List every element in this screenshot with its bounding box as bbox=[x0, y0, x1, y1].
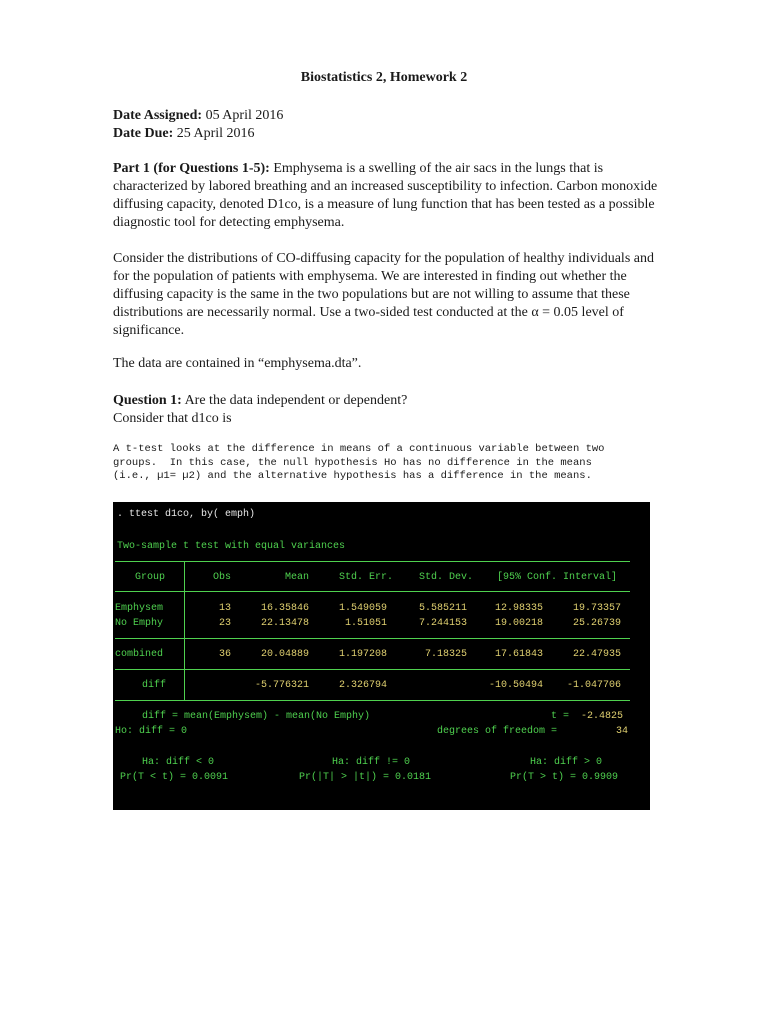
question-1-line2: Consider that d1co is bbox=[113, 411, 232, 426]
col-std-dev: Std. Dev. bbox=[419, 572, 474, 583]
date-due bbox=[113, 125, 658, 143]
p-values-row bbox=[113, 772, 650, 786]
table-rule bbox=[115, 591, 630, 592]
table-row bbox=[113, 603, 650, 617]
df-label: degrees of freedom = bbox=[437, 726, 558, 737]
date-due-label: Date Due: bbox=[113, 126, 174, 141]
row-mean: 16.35846 bbox=[261, 603, 310, 614]
consider-paragraph bbox=[113, 250, 658, 340]
null-hypothesis: Ho: diff = 0 bbox=[115, 726, 188, 737]
ha-not-equal: Ha: diff != 0 bbox=[332, 757, 411, 768]
row-std-err: 2.326794 bbox=[339, 680, 388, 691]
console-command: . ttest d1co, by( emph) bbox=[117, 509, 256, 520]
ttest-explanation bbox=[113, 443, 658, 484]
table-rule bbox=[115, 638, 630, 639]
question-1-text: Are the data independent or dependent? bbox=[181, 393, 408, 408]
row-ci-low: 19.00218 bbox=[495, 618, 544, 629]
row-ci-low: 12.98335 bbox=[495, 603, 544, 614]
date-assigned-label: Date Assigned: bbox=[113, 108, 203, 123]
p-less: Pr(T < t) = 0.0091 bbox=[120, 772, 229, 783]
row-obs: 36 bbox=[219, 649, 232, 660]
row-std-err: 1.51051 bbox=[345, 618, 388, 629]
data-file-text: The data are contained in “emphysema.dta”. bbox=[113, 356, 362, 371]
p-greater: Pr(T > t) = 0.9909 bbox=[510, 772, 619, 783]
col-mean: Mean bbox=[285, 572, 310, 583]
row-obs: 23 bbox=[219, 618, 232, 629]
row-group: No Emphy bbox=[115, 618, 164, 629]
data-file-paragraph bbox=[113, 355, 658, 373]
row-ci-high: 19.73357 bbox=[573, 603, 622, 614]
note-line: (i.e., µ1= µ2) and the alternative hypothesis has a difference in the means. bbox=[113, 470, 592, 482]
row-std-dev: 5.585211 bbox=[419, 603, 468, 614]
table-rule bbox=[115, 669, 630, 670]
ho-row bbox=[113, 726, 650, 740]
part1-paragraph bbox=[113, 160, 658, 232]
col-obs: Obs bbox=[213, 572, 232, 583]
row-group: combined bbox=[115, 649, 164, 660]
table-row bbox=[113, 618, 650, 632]
diff-definition-row bbox=[113, 711, 650, 725]
note-line: groups. In this case, the null hypothesis Ho has no difference in the means bbox=[113, 456, 592, 469]
row-ci-high: 25.26739 bbox=[573, 618, 622, 629]
console-heading: Two-sample t test with equal variances bbox=[117, 541, 346, 552]
p-not-equal: Pr(|T| > |t|) = 0.0181 bbox=[299, 772, 432, 783]
col-group: Group bbox=[135, 572, 166, 583]
row-ci-low: -10.50494 bbox=[489, 680, 544, 691]
question-1-label: Question 1: bbox=[113, 393, 182, 408]
table-row bbox=[113, 649, 650, 663]
note-line: A t-test looks at the difference in means of a continuous variable between two bbox=[113, 443, 605, 455]
date-assigned bbox=[113, 107, 658, 125]
question-1 bbox=[113, 392, 658, 428]
row-ci-high: -1.047706 bbox=[567, 680, 622, 691]
row-std-err: 1.197208 bbox=[339, 649, 388, 660]
row-group: Emphysem bbox=[115, 603, 164, 614]
t-value: -2.4825 bbox=[581, 711, 624, 722]
table-row bbox=[113, 680, 650, 694]
table-divider bbox=[184, 561, 185, 700]
alternative-hypotheses-row bbox=[113, 757, 650, 771]
row-mean: 20.04889 bbox=[261, 649, 310, 660]
diff-definition: diff = mean(Emphysem) - mean(No Emphy) bbox=[142, 711, 371, 722]
table-rule bbox=[115, 561, 630, 562]
ha-greater: Ha: diff > 0 bbox=[530, 757, 603, 768]
t-label: t = bbox=[551, 711, 570, 722]
row-obs: 13 bbox=[219, 603, 232, 614]
row-group: diff bbox=[142, 680, 167, 691]
row-mean: 22.13478 bbox=[261, 618, 310, 629]
dates-block bbox=[113, 107, 658, 143]
part1-label: Part 1 (for Questions 1-5): bbox=[113, 161, 270, 176]
date-assigned-value: 05 April 2016 bbox=[202, 108, 284, 123]
row-std-dev: 7.244153 bbox=[419, 618, 468, 629]
document-title: Biostatistics 2, Homework 2 bbox=[300, 70, 468, 85]
row-ci-high: 22.47935 bbox=[573, 649, 622, 660]
date-due-value: 25 April 2016 bbox=[173, 126, 255, 141]
ha-less: Ha: diff < 0 bbox=[142, 757, 215, 768]
row-ci-low: 17.61843 bbox=[495, 649, 544, 660]
row-mean: -5.776321 bbox=[255, 680, 310, 691]
table-rule bbox=[115, 700, 630, 701]
col-conf-interval: [95% Conf. Interval] bbox=[497, 572, 618, 583]
row-std-err: 1.549059 bbox=[339, 603, 388, 614]
table-header-row bbox=[113, 572, 650, 586]
stata-output-screenshot bbox=[113, 502, 650, 810]
df-value: 34 bbox=[616, 726, 629, 737]
consider-text: Consider the distributions of CO-diffusing capacity for the population of healthy individuals and for the population of patients with emphysema. We are interested in finding out whether the diffusing capacity is the same in the two populations but are not willing to assume that these distributions are necessarily normal. Use a two-sided test conducted at the α = 0.05 level of significance. bbox=[113, 251, 654, 338]
row-std-dev: 7.18325 bbox=[425, 649, 468, 660]
part1-text: Emphysema is a swelling of the air sacs in the lungs that is characterized by labored breathing and an increased susceptibility to infection. Carbon monoxide diffusing capacity, denoted D1co, is a measure of lung function that has been tested as a possible diagnostic tool for detecting emphysema. bbox=[113, 161, 658, 230]
col-std-err: Std. Err. bbox=[339, 572, 394, 583]
